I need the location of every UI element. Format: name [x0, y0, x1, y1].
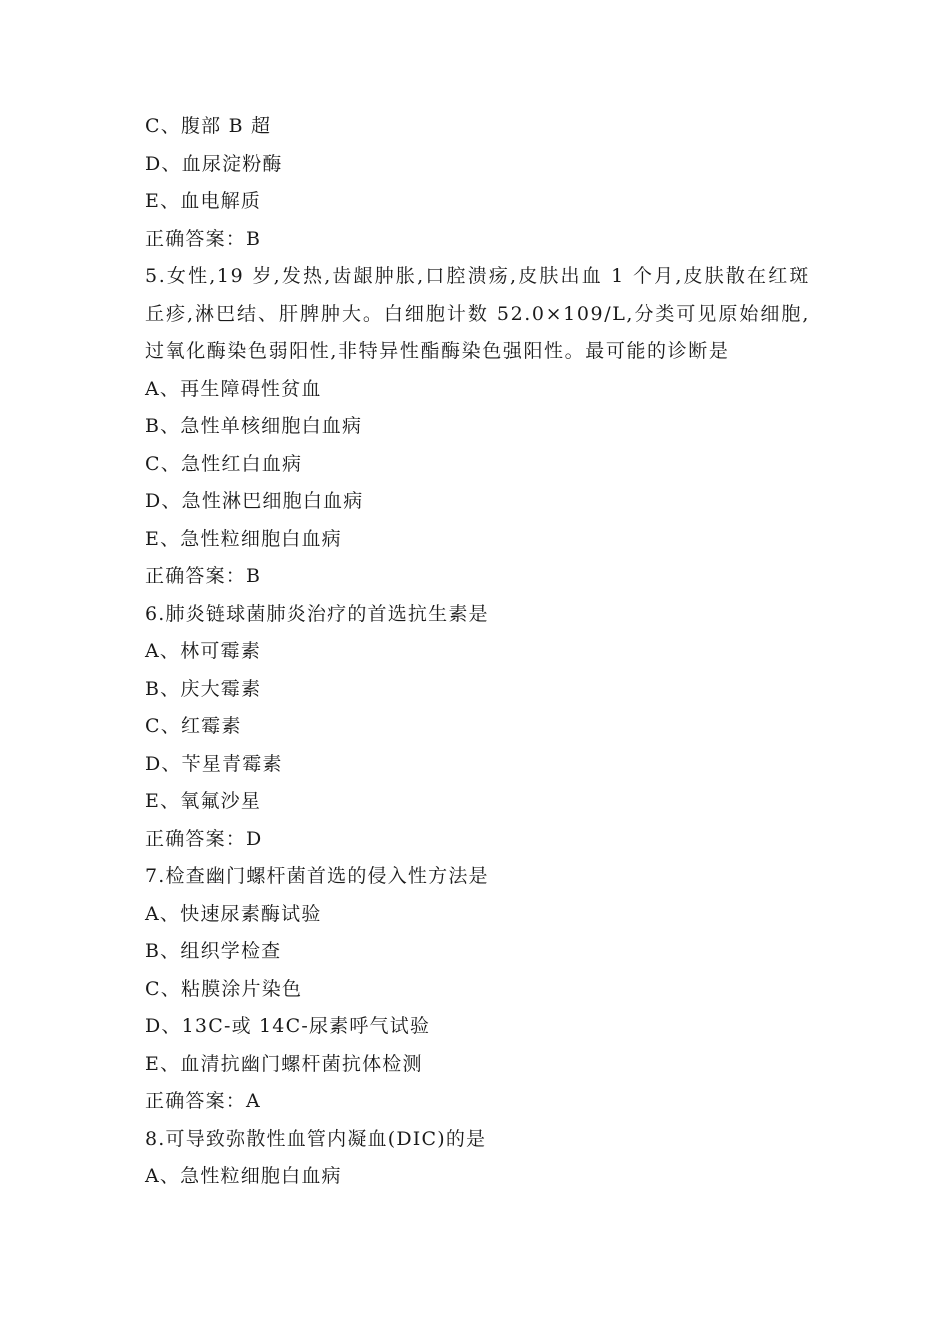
option-d: D、血尿淀粉酶 [145, 152, 283, 175]
option-c: C、红霉素 [145, 715, 242, 737]
document-body [145, 108, 810, 1196]
option-e: E、氧氟沙星 [145, 790, 262, 812]
question-4-tail [145, 108, 810, 258]
option-d: D、13C-或 14C-尿素呼气试验 [145, 1015, 431, 1037]
question-stem: 7.检查幽门螺杆菌首选的侵入性方法是 [145, 865, 489, 887]
question-stem: 6.肺炎链球菌肺炎治疗的首选抗生素是 [145, 602, 489, 625]
option-c: C、腹部 B 超 [145, 115, 272, 137]
option-b: B、急性单核细胞白血病 [145, 415, 363, 437]
option-c: C、急性红白血病 [145, 452, 303, 475]
correct-answer: 正确答案：B [145, 565, 262, 587]
option-a: A、急性粒细胞白血病 [145, 1165, 342, 1187]
option-e: E、血清抗幽门螺杆菌抗体检测 [145, 1052, 423, 1075]
option-b: B、组织学检查 [145, 940, 282, 962]
question-5 [145, 258, 810, 596]
correct-answer: 正确答案：B [145, 227, 262, 250]
correct-answer: 正确答案：A [145, 1090, 261, 1112]
question-6 [145, 596, 810, 859]
question-8 [145, 1121, 810, 1196]
option-b: B、庆大霉素 [145, 677, 262, 700]
option-a: A、再生障碍性贫血 [145, 377, 322, 400]
question-stem: 8.可导致弥散性血管内凝血(DIC)的是 [145, 1127, 487, 1150]
question-stem: 5.女性,19 岁,发热,齿龈肿胀,口腔溃疡,皮肤出血 1 个月,皮肤散在红斑丘疹,淋巴结、肝脾肿大。白细胞计数 52.0×109/L,分类可见原始细胞,过氧化酶染色弱阳性,非特异性酯酶染色强阳性。最可能的诊断是 [145, 265, 810, 362]
option-d: D、急性淋巴细胞白血病 [145, 490, 364, 512]
correct-answer: 正确答案：D [145, 827, 263, 850]
option-a: A、快速尿素酶试验 [145, 902, 322, 925]
option-d: D、苄星青霉素 [145, 752, 283, 775]
question-7 [145, 858, 810, 1121]
option-e: E、血电解质 [145, 190, 262, 212]
option-a: A、林可霉素 [145, 640, 261, 662]
option-e: E、急性粒细胞白血病 [145, 527, 342, 550]
option-c: C、粘膜涂片染色 [145, 977, 303, 1000]
